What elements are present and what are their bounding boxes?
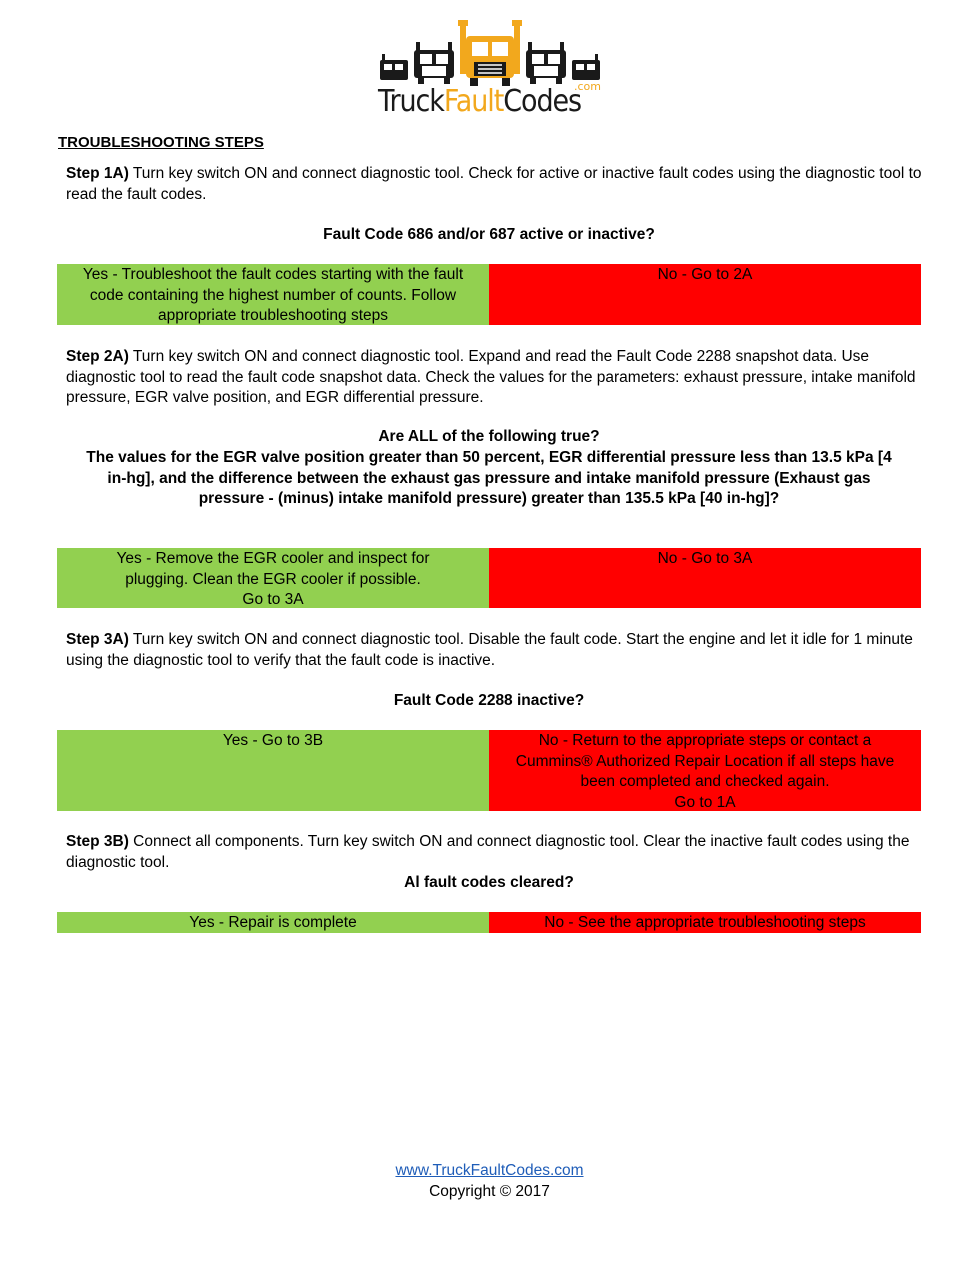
question-4: Al fault codes cleared?	[404, 874, 574, 891]
step-3a	[66, 630, 922, 671]
step-label: Step 3B)	[66, 833, 129, 850]
website-link[interactable]: www.TruckFaultCodes.com	[395, 1162, 584, 1179]
yes-answer-line: Go to 3A	[242, 591, 304, 608]
no-answer: No - See the appropriate troubleshooting steps	[489, 912, 921, 933]
step-label: Step 2A)	[66, 348, 129, 365]
no-answer-line: Go to 1A	[674, 793, 736, 811]
yes-answer: Yes - Go to 3B	[57, 730, 489, 811]
truck-logo-icon	[378, 20, 602, 90]
answer-row-4	[57, 912, 921, 933]
no-answer: No - Go to 3A	[489, 548, 921, 608]
yes-answer-line: Yes - Remove the EGR cooler and inspect for plugging. Clean the EGR cooler if possible.	[116, 550, 430, 588]
yes-answer: Yes - Troubleshoot the fault codes starting with the fault code containing the highest number of counts. Follow appropriate troubleshooting steps	[57, 264, 489, 325]
step-text: Turn key switch ON and connect diagnostic tool. Check for active or inactive fault codes using the diagnostic tool to read the fault codes.	[66, 165, 922, 203]
question-2-title: Are ALL of the following true?	[378, 428, 600, 445]
answer-row-2	[57, 548, 921, 608]
page-heading: TROUBLESHOOTING STEPS	[58, 134, 264, 151]
step-text: Turn key switch ON and connect diagnostic tool. Disable the fault code. Start the engine and let it idle for 1 minute using the diagnostic tool to verify that the fault code is inactive.	[66, 631, 913, 669]
no-answer	[489, 730, 921, 811]
step-3b	[66, 832, 922, 873]
step-text: Turn key switch ON and connect diagnostic tool. Expand and read the Fault Code 2288 snapshot data. Use diagnostic tool to read the fault code snapshot data. Check the values for the parameters: exhaust pressure, intake manifold pressure, EGR valve position, and EGR differential pressure.	[66, 348, 916, 406]
question-2-detail: The values for the EGR valve position greater than 50 percent, EGR differential pressure less than 13.5 kPa [4 in-hg], and the difference between the exhaust gas pressure and intake manifold pressure (Exhaust gas pressure - (minus) intake manifold pressure) greater than 135.5 kPa [40 in-hg]?	[86, 449, 892, 507]
step-1a	[66, 164, 922, 205]
question-3: Fault Code 2288 inactive?	[393, 692, 585, 709]
logo-suffix: .com	[574, 80, 601, 93]
footer	[0, 1160, 979, 1202]
no-answer-line: No - Return to the appropriate steps or contact a Cummins® Authorized Repair Location if all steps have been completed and checked again.	[515, 732, 895, 790]
logo-wordmark: TruckFaultCodes	[378, 84, 582, 119]
logo	[378, 20, 602, 126]
answer-row-3	[57, 730, 921, 811]
yes-answer	[57, 548, 489, 608]
step-text: Connect all components. Turn key switch ON and connect diagnostic tool. Clear the inactive fault codes using the diagnostic tool.	[66, 833, 910, 871]
step-2a	[66, 347, 922, 409]
step-label: Step 3A)	[66, 631, 129, 648]
answer-row-1	[57, 264, 921, 325]
step-label: Step 1A)	[66, 165, 129, 182]
no-answer: No - Go to 2A	[489, 264, 921, 325]
question-1: Fault Code 686 and/or 687 active or inactive?	[323, 226, 655, 243]
copyright-text: Copyright © 2017	[429, 1183, 550, 1200]
yes-answer: Yes - Repair is complete	[57, 912, 489, 933]
